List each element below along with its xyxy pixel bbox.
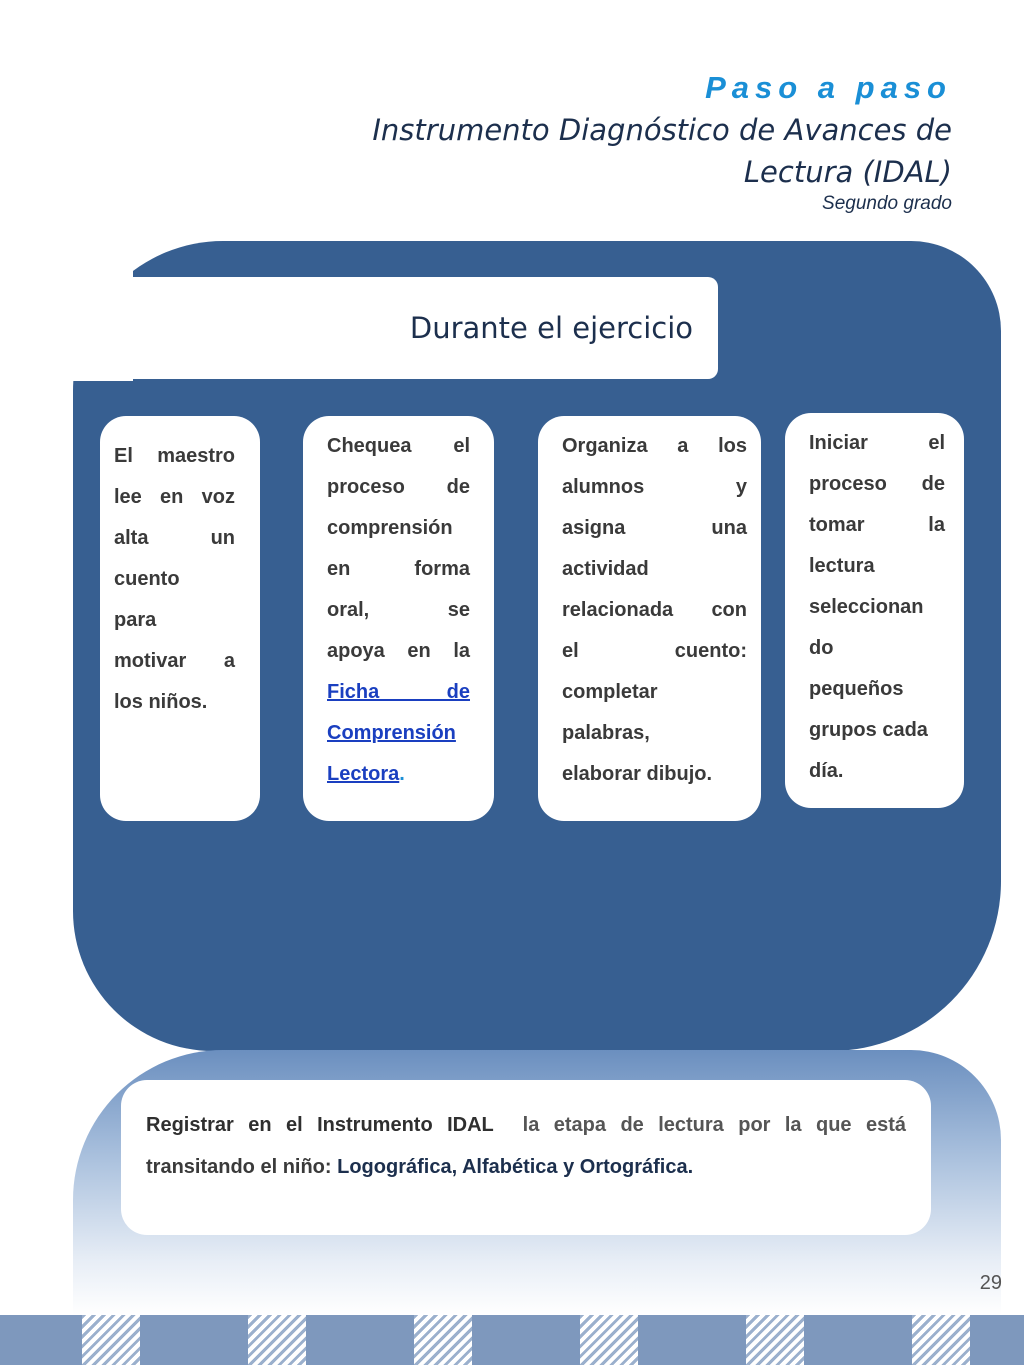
step-card-4-line: pequeños [809,678,904,700]
step-card-3-line: completar [562,681,658,703]
decorative-stripe-band [0,1315,1024,1365]
step-card-3 [538,416,761,821]
stripe-block [746,1315,804,1365]
step-card-4-line: Iniciar el [809,432,945,454]
step-card-3-line: elaborar dibujo. [562,763,713,785]
summary-stages-list: Logográfica, Alfabética y Ortográfica. [337,1156,694,1178]
step-card-3-line: actividad [562,558,649,580]
summary-instrument-text: Registrar en el Instrumento IDAL [146,1114,494,1136]
stripe-gap [472,1315,580,1365]
step-card-1-line: para [114,609,157,631]
ficha-link-line [327,713,470,754]
summary-transit-text: transitando el niño: [146,1156,332,1178]
step-card-2-line: oral, se [327,599,470,621]
ficha-link[interactable]: Lectora [327,763,400,785]
page-title [372,109,952,193]
stripe-block [580,1315,638,1365]
step-card-1 [100,416,260,821]
stripe-gap [0,1315,82,1365]
stripe-block [248,1315,306,1365]
step-card-3-line: el cuento: [562,640,747,662]
section-tab [73,277,718,379]
stripe-block [414,1315,472,1365]
link-trailing-dot: . [399,763,405,785]
step-card-4-line: do [809,637,834,659]
step-card-1-line: lee en voz [114,486,235,508]
step-card-1-line: alta un [114,527,235,549]
ficha-link[interactable]: Ficha de [327,681,470,703]
ficha-link-line [327,754,470,795]
ficha-link[interactable]: Comprensión [327,722,456,744]
summary-line-1 [146,1104,906,1146]
page-number: 29 [979,1272,1002,1294]
step-card-3-line: alumnos y [562,476,747,498]
step-card-4-line: proceso de [809,473,945,495]
step-card-3-line: relacionada con [562,599,747,621]
header-kicker: Paso a paso [705,70,952,105]
step-card-3-line: palabras, [562,722,650,744]
page-header [372,70,952,215]
stripe-gap [140,1315,248,1365]
summary-stage-text: la etapa de lectura por la que está [522,1114,907,1136]
step-card-2-line: proceso de [327,476,470,498]
step-card-1-line: los niños. [114,691,208,713]
step-card-2-line: Chequea el [327,435,470,457]
step-card-1-line: El maestro [114,445,235,467]
step-card-4-line: lectura [809,555,875,577]
summary-line-2 [146,1156,693,1178]
page-subtitle: Segundo grado [822,193,952,214]
section-title: Durante el ejercicio [409,311,693,345]
stripe-gap [638,1315,746,1365]
ficha-link-line [327,672,470,713]
step-card-3-line: asigna una [562,517,747,539]
step-card-4-line: seleccionan [809,596,924,618]
stripe-gap [804,1315,912,1365]
page-title-line-1: Instrumento Diagnóstico de Avances de [372,113,952,147]
step-card-3-line: Organiza a los [562,435,747,457]
step-card-4 [785,413,964,808]
step-card-4-line: día. [809,760,844,782]
step-card-2 [303,416,494,821]
step-card-2-line: en forma [327,558,470,580]
step-card-1-line: cuento [114,568,180,590]
stripe-gap [970,1315,1024,1365]
step-card-2-line: comprensión [327,517,453,539]
stripe-block [82,1315,140,1365]
step-card-4-line: grupos cada [809,719,928,741]
step-card-1-line: motivar a [114,650,235,672]
stripe-gap [306,1315,414,1365]
step-card-2-line: apoya en la [327,640,470,662]
summary-card [121,1080,931,1235]
stripe-block [912,1315,970,1365]
page-title-line-2: Lectura (IDAL) [743,155,952,189]
step-card-4-line: tomar la [809,514,945,536]
